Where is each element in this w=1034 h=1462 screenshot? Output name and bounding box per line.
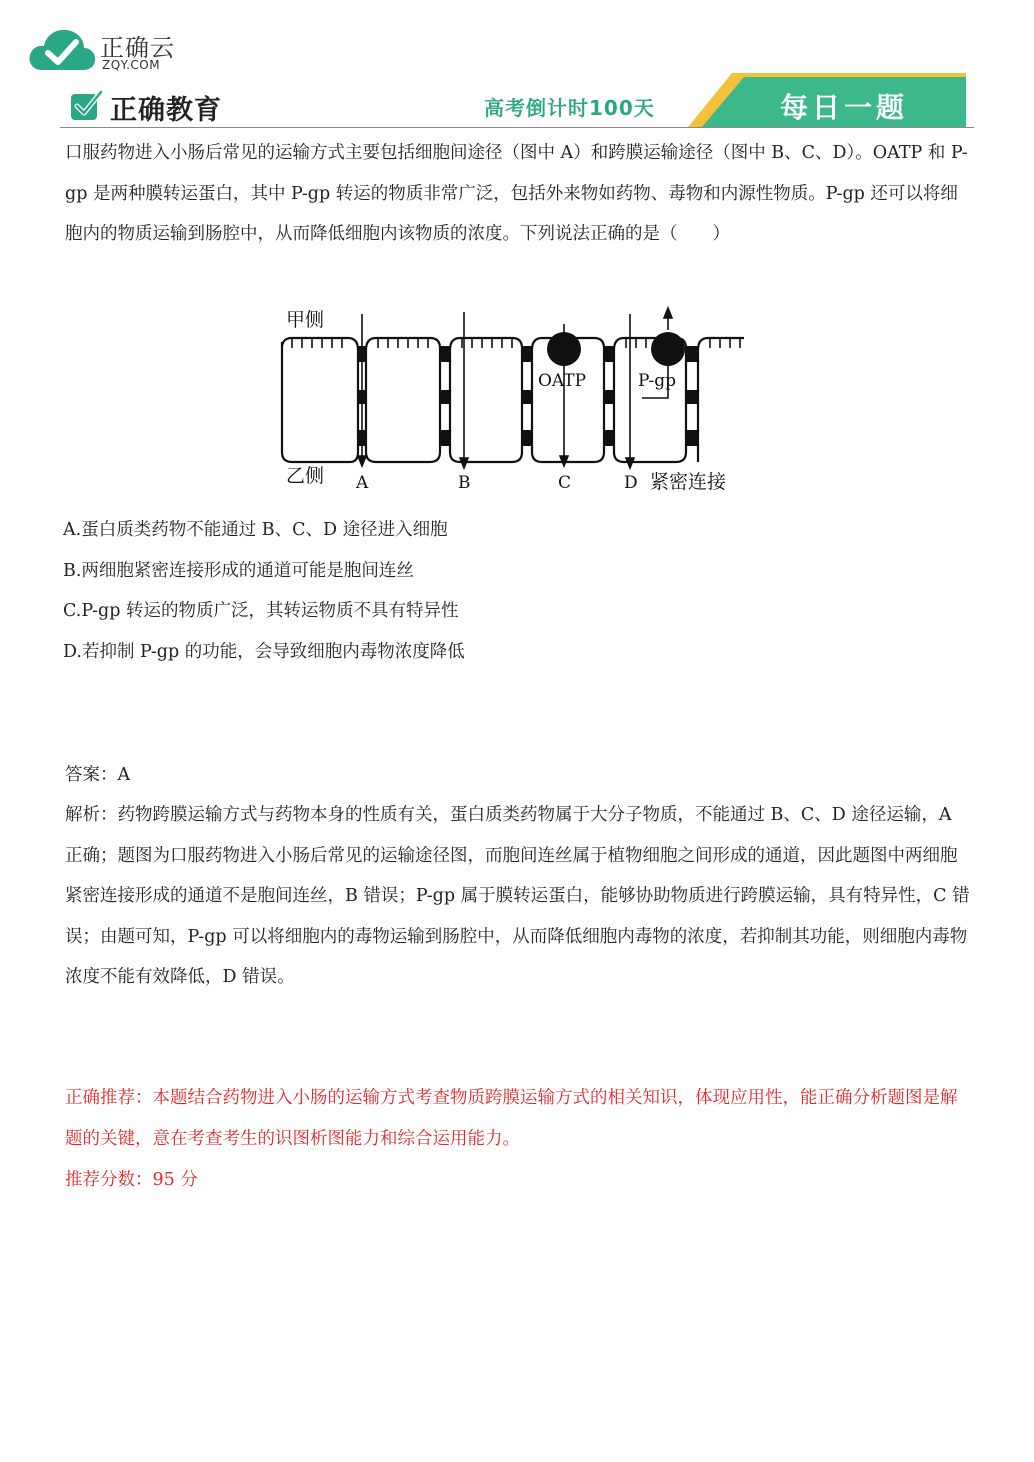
label-side-bottom: 乙侧 (286, 465, 325, 487)
countdown-text: 高考倒计时100天 (484, 96, 655, 120)
oatp-carrier (547, 332, 581, 366)
option-b: B.两细胞紧密连接形成的通道可能是胞间连丝 (63, 561, 414, 581)
label-oatp: OATP (538, 371, 587, 391)
daily-banner-label: 每日一题 (780, 91, 909, 124)
zqy-logo (28, 22, 208, 78)
check-square-icon (70, 90, 104, 122)
route-label-d: D (624, 473, 638, 493)
logo-title: 正确云 (100, 34, 175, 62)
label-side-top: 甲侧 (286, 309, 325, 331)
route-label-b: B (458, 473, 471, 493)
answer-line: 答案：A (65, 765, 131, 785)
recommend-text: 正确推荐：本题结合药物进入小肠的运输方式考查物质跨膜运输方式的相关知识，体现应用性，能正确分析题图是解题的关键，意在考查考生的识图析图能力和综合运用能力。 (65, 1088, 958, 1149)
logo-domain: ZQY.COM (102, 58, 161, 72)
route-label-c: C (558, 473, 572, 493)
answer-analysis: 解析：药物跨膜运输方式与药物本身的性质有关，蛋白质类药物属于大分子物质，不能通过 B、C、D 途径运输，A 正确；题图为口服药物进入小肠后常见的运输途径图，而胞间连丝属于植物细胞之间形成的通道，因此题图中两细胞紧密连接形成的通道不是胞间连丝，B 错误；P-gp 属于膜转运蛋白，能够协助物质进行跨膜运输，具有特异性，C 错误；由题可知，P-gp 可以将细胞内的毒物运输到肠腔中，从而降低细胞内毒物的浓度，若抑制其功能，则细胞内毒物浓度不能有效降低，D 错误。 (65, 805, 970, 987)
recommend-score: 推荐分数：95 分 (65, 1170, 198, 1190)
brand-title: 正确教育 (110, 95, 222, 126)
option-d: D.若抑制 P-gp 的功能，会导致细胞内毒物浓度降低 (63, 642, 465, 662)
question-stem: 口服药物进入小肠后常见的运输方式主要包括细胞间途径（图中 A）和跨膜运输途径（图中 B、C、D）。OATP 和 P-gp 是两种膜转运蛋白，其中 P-gp 转运的物质非常广泛，包括外来物如药物、毒物和内源性物质。P-gp 还可以将细胞内的物质运输到肠腔中，从而降低细胞内该物质的浓度。下列说法正确的是（ ） (65, 143, 968, 244)
header-divider (60, 127, 974, 128)
option-a: A.蛋白质类药物不能通过 B、C、D 途径进入细胞 (63, 520, 448, 540)
option-c: C.P-gp 转运的物质广泛，其转运物质不具有特异性 (63, 601, 459, 621)
label-pgp: P-gp (638, 371, 677, 391)
cloud-check-icon (28, 26, 96, 74)
route-label-a: A (356, 473, 369, 493)
pgp-carrier (651, 332, 685, 366)
label-tight-junction: 紧密连接 (650, 471, 727, 493)
transport-diagram (272, 302, 752, 498)
